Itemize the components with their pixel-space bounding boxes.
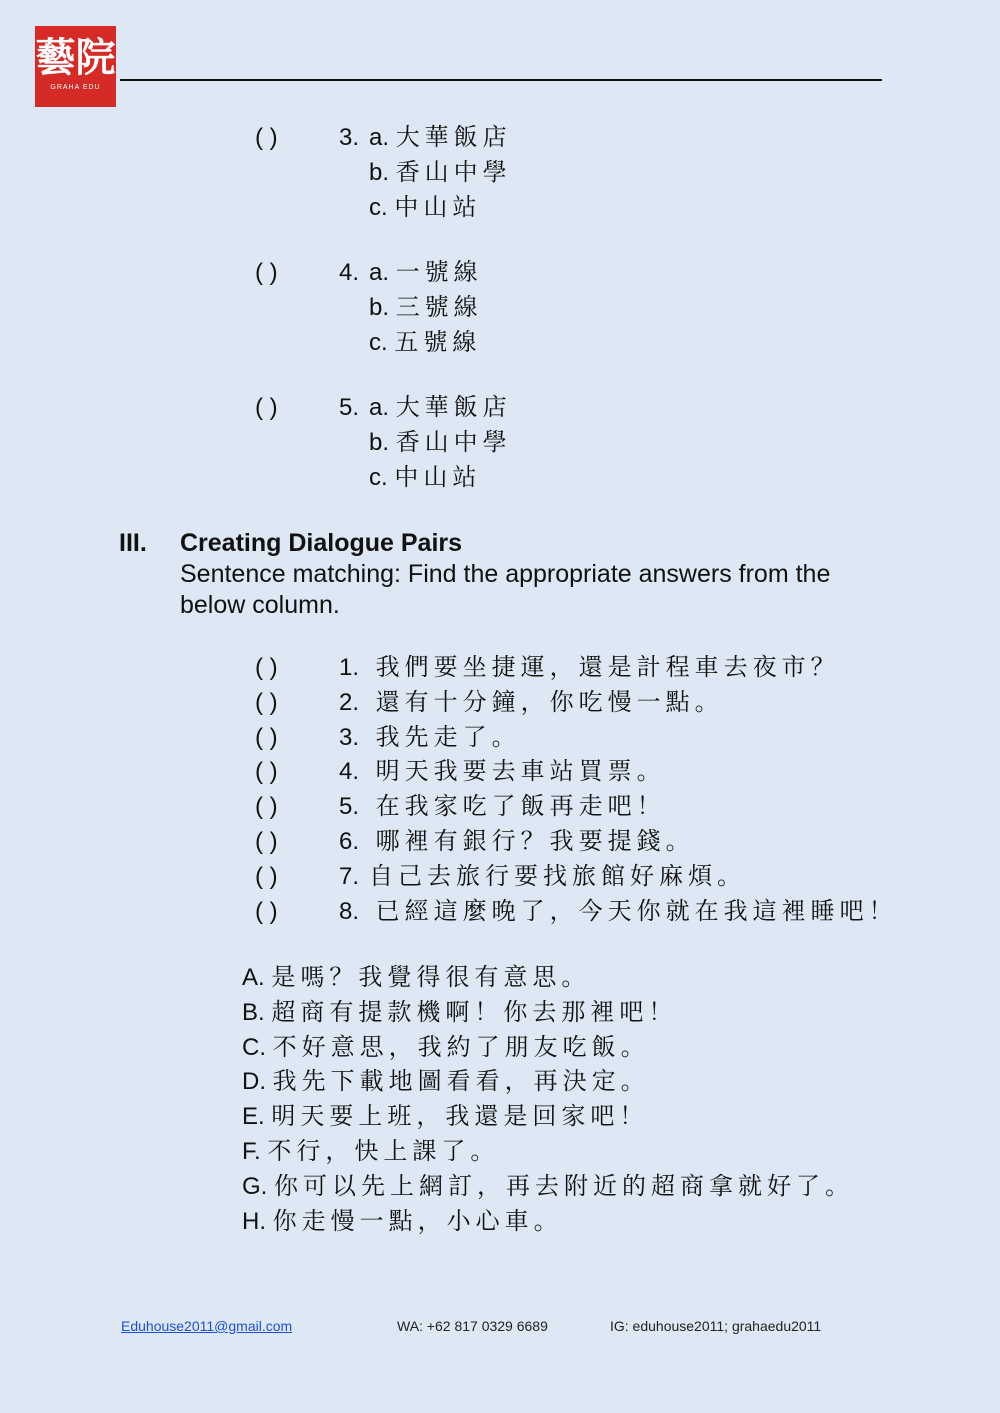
section-title: Creating Dialogue Pairs xyxy=(180,529,463,557)
header-rule xyxy=(120,79,882,81)
logo-glyph: 藝院 xyxy=(35,34,116,81)
answer-letter: B. xyxy=(242,998,265,1026)
logo-subtitle: GRAHA EDU xyxy=(50,84,101,91)
question-4 xyxy=(255,255,483,360)
list-item xyxy=(255,720,898,755)
item-text: 哪裡有銀行？我要提錢。 xyxy=(375,826,695,855)
item-number: 4. xyxy=(339,758,360,786)
list-item xyxy=(255,650,898,685)
answer-blank[interactable]: ( ) xyxy=(255,827,278,855)
answer-text: 你可以先上網訂，再去附近的超商拿就好了。 xyxy=(274,1171,855,1200)
answer-letter: A. xyxy=(242,964,265,991)
option-text: 一號線 xyxy=(395,258,483,286)
option-text: 五號線 xyxy=(394,328,482,356)
answer-text: 不好意思，我約了朋友吃飯。 xyxy=(272,1032,650,1061)
item-number: 1. xyxy=(339,654,360,681)
list-item xyxy=(242,1204,854,1239)
answer-text: 超商有提款機啊！你去那裡吧！ xyxy=(271,997,678,1026)
item-text: 已經這麼晚了，今天你就在我這裡睡吧！ xyxy=(375,896,898,925)
option-text: 香山中學 xyxy=(395,428,512,456)
answer-blank[interactable]: ( ) xyxy=(255,793,278,821)
item-number: 3. xyxy=(339,723,360,751)
answer-blank[interactable]: ( ) xyxy=(255,654,278,681)
item-text: 明天我要去車站買票。 xyxy=(375,757,666,786)
graha-edu-logo xyxy=(35,26,116,107)
question-number: 5. xyxy=(339,394,360,421)
list-item xyxy=(255,754,898,789)
option-letter: b. xyxy=(369,294,390,321)
option-text: 中山站 xyxy=(394,193,482,221)
item-text: 在我家吃了飯再走吧！ xyxy=(375,792,666,821)
question-5 xyxy=(255,390,512,495)
list-item xyxy=(255,789,898,824)
option-text: 中山站 xyxy=(394,463,482,491)
item-number: 6. xyxy=(339,827,360,855)
list-item xyxy=(255,894,898,929)
answer-letter: H. xyxy=(242,1207,266,1235)
footer-instagram: IG: eduhouse2011; grahaedu2011 xyxy=(610,1318,822,1334)
item-text: 自己去旅行要找旅館好麻煩。 xyxy=(369,861,746,890)
list-item xyxy=(242,1134,854,1169)
option-letter: c. xyxy=(369,464,388,491)
list-item xyxy=(242,1169,854,1204)
item-number: 8. xyxy=(339,897,360,925)
section-number: III. xyxy=(119,529,147,557)
item-text: 我先走了。 xyxy=(375,722,521,751)
answer-blank[interactable]: ( ) xyxy=(255,897,278,925)
option-letter: c. xyxy=(369,329,388,356)
answer-letter: E. xyxy=(242,1103,265,1131)
answer-text: 你走慢一點，小心車。 xyxy=(272,1206,563,1235)
matching-list xyxy=(255,650,898,928)
list-item xyxy=(242,995,854,1030)
answer-blank[interactable]: ( ) xyxy=(255,758,278,786)
option-letter: b. xyxy=(369,159,390,186)
option-letter: a. xyxy=(369,259,390,286)
option-text: 三號線 xyxy=(395,293,483,321)
answer-letter: F. xyxy=(242,1137,261,1165)
answer-blank[interactable]: ( ) xyxy=(255,723,278,751)
answer-letter: G. xyxy=(242,1172,268,1200)
item-text: 還有十分鐘，你吃慢一點。 xyxy=(375,687,724,716)
answer-blank[interactable]: ( ) xyxy=(255,394,278,421)
list-item xyxy=(242,1099,854,1134)
item-text: 我們要坐捷運，還是計程車去夜市？ xyxy=(375,653,840,681)
list-item xyxy=(242,960,854,995)
answer-blank[interactable]: ( ) xyxy=(255,124,278,151)
question-3 xyxy=(255,120,512,225)
option-text: 香山中學 xyxy=(395,158,512,186)
list-item xyxy=(255,859,898,894)
answer-blank[interactable]: ( ) xyxy=(255,688,278,716)
answer-text: 我先下載地圖看看，再決定。 xyxy=(272,1067,650,1096)
item-number: 2. xyxy=(339,688,360,716)
footer-email-link[interactable]: Eduhouse2011@gmail.com xyxy=(121,1318,293,1334)
answer-text: 不行，快上課了。 xyxy=(267,1136,500,1165)
list-item xyxy=(242,1030,854,1065)
answer-blank[interactable]: ( ) xyxy=(255,862,278,890)
footer-whatsapp: WA: +62 817 0329 6689 xyxy=(397,1318,548,1334)
list-item xyxy=(242,1064,854,1099)
answer-letter: C. xyxy=(242,1033,266,1061)
answer-blank[interactable]: ( ) xyxy=(255,259,278,286)
option-letter: a. xyxy=(369,394,390,421)
answer-text: 是嗎？我覺得很有意思。 xyxy=(271,963,591,991)
list-item xyxy=(255,824,898,859)
option-letter: a. xyxy=(369,124,390,151)
item-number: 5. xyxy=(339,793,360,821)
list-item xyxy=(255,685,898,720)
answer-text: 明天要上班，我還是回家吧！ xyxy=(271,1102,649,1131)
option-text: 大華飯店 xyxy=(395,123,512,151)
answer-letter: D. xyxy=(242,1068,266,1096)
option-text: 大華飯店 xyxy=(395,393,512,421)
section-instructions: Sentence matching: Find the appropriate answers from the below column. xyxy=(180,560,831,619)
answer-options xyxy=(242,960,854,1238)
question-number: 4. xyxy=(339,259,360,286)
item-number: 7. xyxy=(339,862,360,890)
option-letter: c. xyxy=(369,194,388,221)
option-letter: b. xyxy=(369,429,390,456)
question-number: 3. xyxy=(339,124,360,151)
